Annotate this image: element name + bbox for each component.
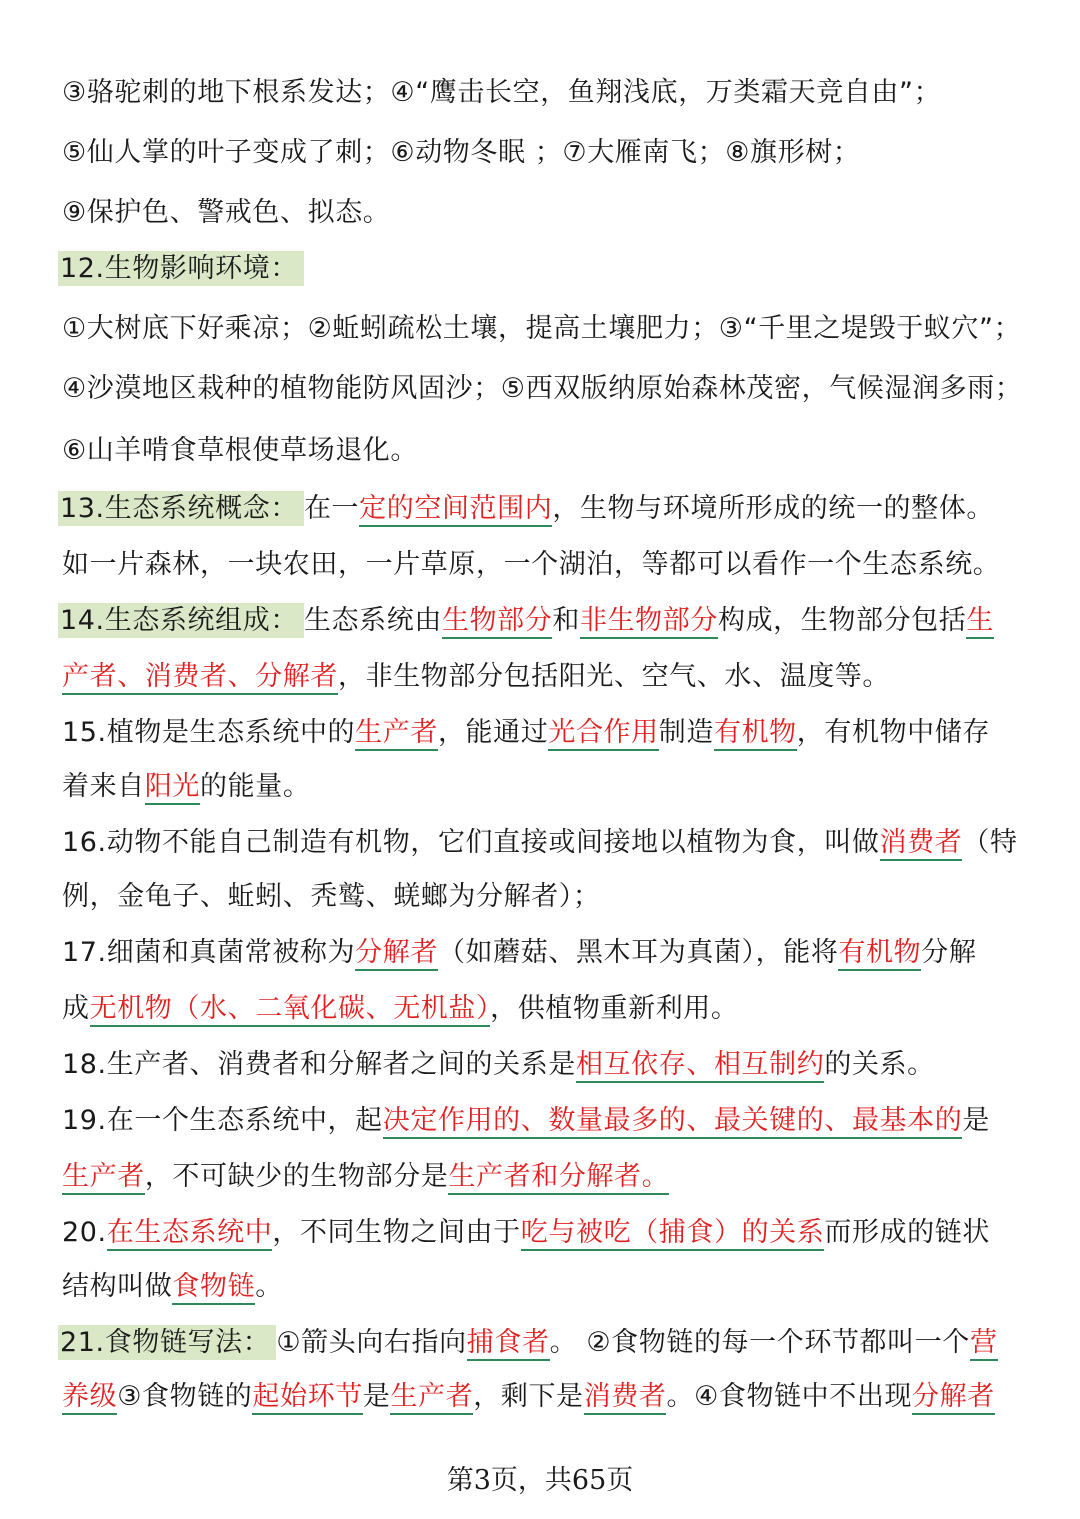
text-line — [62, 1376, 1030, 1418]
text-line — [62, 600, 1030, 642]
body-text: ①箭头向右指向 — [276, 1327, 467, 1358]
text-line — [62, 192, 1030, 234]
answer-text: 分解者 — [355, 937, 438, 971]
text-line — [62, 656, 1030, 698]
body-text: 20. — [62, 1217, 107, 1248]
answer-text: 非生物部分 — [580, 605, 718, 639]
body-text: 而形成的链状 — [824, 1217, 990, 1248]
text-line — [62, 876, 1030, 918]
answer-text: 生产者 — [62, 1161, 145, 1195]
answer-text: 相互依存、相互制约 — [576, 1049, 824, 1083]
text-line — [62, 712, 1030, 754]
text-line — [62, 1322, 1030, 1364]
answer-text: 有机物 — [838, 937, 921, 971]
body-text: 。④食物链中不出现 — [666, 1381, 913, 1412]
text-line — [62, 988, 1030, 1030]
body-text: ，有机物中储存 — [796, 717, 990, 748]
answer-text: 生 — [966, 605, 994, 639]
text-line — [62, 822, 1030, 864]
answer-text: 消费者 — [880, 827, 963, 861]
answer-text: 生产者 — [355, 717, 438, 751]
body-text: ⑤仙人掌的叶子变成了刺；⑥动物冬眠 ；⑦大雁南飞；⑧旗形树； — [62, 137, 861, 168]
section-heading: 21.食物链写法： — [58, 1325, 276, 1360]
answer-text: 定的空间范围内 — [359, 493, 552, 527]
body-text: 18.生产者、消费者和分解者之间的关系是 — [62, 1049, 576, 1080]
body-text: ，供植物重新利用。 — [490, 993, 739, 1024]
body-text: 16.动物不能自己制造有机物，它们直接或间接地以植物为食，叫做 — [62, 827, 880, 858]
text-line — [62, 1212, 1030, 1254]
body-text: ④沙漠地区栽种的植物能防风固沙；⑤西双版纳原始森林茂密，气候湿润多雨； — [62, 373, 1023, 404]
body-text: 在一 — [303, 493, 360, 524]
answer-text: 营 — [970, 1327, 998, 1361]
section-heading: 14.生态系统组成： — [58, 603, 304, 638]
body-text: ⑥山羊啃食草根使草场退化。 — [62, 435, 419, 466]
body-text: ①大树底下好乘凉；②蚯蚓疏松土壤，提高土壤肥力；③“千里之堤毁于蚁穴”； — [62, 313, 1022, 344]
body-text: 19.在一个生态系统中，起 — [62, 1105, 383, 1136]
section-heading: 13.生态系统概念： — [58, 491, 304, 526]
body-text: ③食物链的 — [117, 1381, 253, 1412]
body-text: 的关系。 — [824, 1049, 935, 1080]
body-text: ，能通过 — [437, 717, 549, 748]
body-text: 是 — [962, 1105, 990, 1136]
text-line — [62, 1044, 1030, 1086]
text-line — [62, 1100, 1030, 1142]
answer-text: 生产者 — [390, 1381, 473, 1415]
body-text: 着来自 — [62, 771, 145, 802]
body-text: ，不可缺少的生物部分是 — [144, 1161, 449, 1192]
text-line — [62, 1156, 1030, 1198]
answer-text: 分解者 — [912, 1381, 995, 1415]
text-line — [62, 1266, 1030, 1308]
answer-text: 起始环节 — [252, 1381, 362, 1415]
text-line — [62, 766, 1030, 808]
answer-text: 决定作用的、数量最多的、最关键的、最基本的 — [383, 1105, 963, 1139]
text-line — [62, 544, 1030, 586]
body-text: 生态系统由 — [303, 605, 442, 636]
answer-text: 消费者 — [584, 1381, 667, 1415]
page-footer: 第3页，共65页 — [446, 1465, 634, 1496]
body-text: ，非生物部分包括阳光、空气、水、温度等。 — [338, 661, 890, 692]
body-text: ，不同生物之间由于 — [272, 1217, 521, 1248]
body-text: ③骆驼刺的地下根系发达；④“鹰击长空，鱼翔浅底，万类霜天竞自由”； — [62, 77, 942, 108]
answer-text: 养级 — [62, 1381, 117, 1415]
answer-text: 光合作用 — [548, 717, 658, 751]
answer-text: 捕食者 — [467, 1327, 550, 1361]
text-line — [62, 488, 1030, 530]
body-text: 构成，生物部分包括 — [717, 605, 967, 636]
answer-text: 阳光 — [145, 771, 200, 805]
answer-text: 有机物 — [714, 717, 797, 751]
text-line — [62, 72, 1030, 114]
answer-text: 无机物（水、二氧化碳、无机盐） — [90, 993, 491, 1027]
text-line — [62, 430, 1030, 472]
body-text: 。 ②食物链的每一个环节都叫一个 — [549, 1327, 970, 1358]
answer-text: 生产者和分解者。 — [448, 1161, 669, 1195]
body-text: 是 — [362, 1381, 391, 1412]
text-line — [62, 368, 1030, 410]
text-line — [62, 932, 1030, 974]
answer-text: 在生态系统中 — [107, 1217, 273, 1251]
answer-text: 生物部分 — [442, 605, 552, 639]
body-text: ，剩下是 — [473, 1381, 584, 1412]
text-line — [62, 308, 1030, 350]
body-text: 15.植物是生态系统中的 — [62, 717, 356, 748]
body-text: 如一片森林，一块农田，一片草原，一个湖泊，等都可以看作一个生态系统。 — [62, 549, 1001, 580]
section-heading: 12.生物影响环境： — [58, 251, 304, 286]
body-text: 。 — [255, 1271, 283, 1302]
body-text: 17.细菌和真菌常被称为 — [62, 937, 356, 968]
body-text: 例，金龟子、蚯蚓、秃鹫、蜣螂为分解者）； — [62, 881, 601, 912]
body-text: 的能量。 — [200, 771, 311, 802]
body-text: （如蘑菇、黑木耳为真菌），能将 — [437, 937, 839, 968]
body-text: ，生物与环境所形成的统一的整体。 — [552, 493, 994, 524]
answer-text: 产者、消费者、分解者 — [62, 661, 338, 695]
text-line — [62, 248, 1030, 290]
body-text: 和 — [552, 605, 580, 636]
body-text: 成 — [62, 993, 90, 1024]
answer-text: 吃与被吃（捕食）的关系 — [521, 1217, 825, 1251]
body-text: 分解 — [921, 937, 977, 968]
body-text: 制造 — [658, 717, 714, 748]
body-text: ⑨保护色、警戒色、拟态。 — [62, 197, 391, 228]
body-text: 结构叫做 — [62, 1271, 173, 1302]
text-line — [62, 132, 1030, 174]
answer-text: 食物链 — [172, 1271, 255, 1305]
body-text: （特 — [962, 827, 1018, 858]
